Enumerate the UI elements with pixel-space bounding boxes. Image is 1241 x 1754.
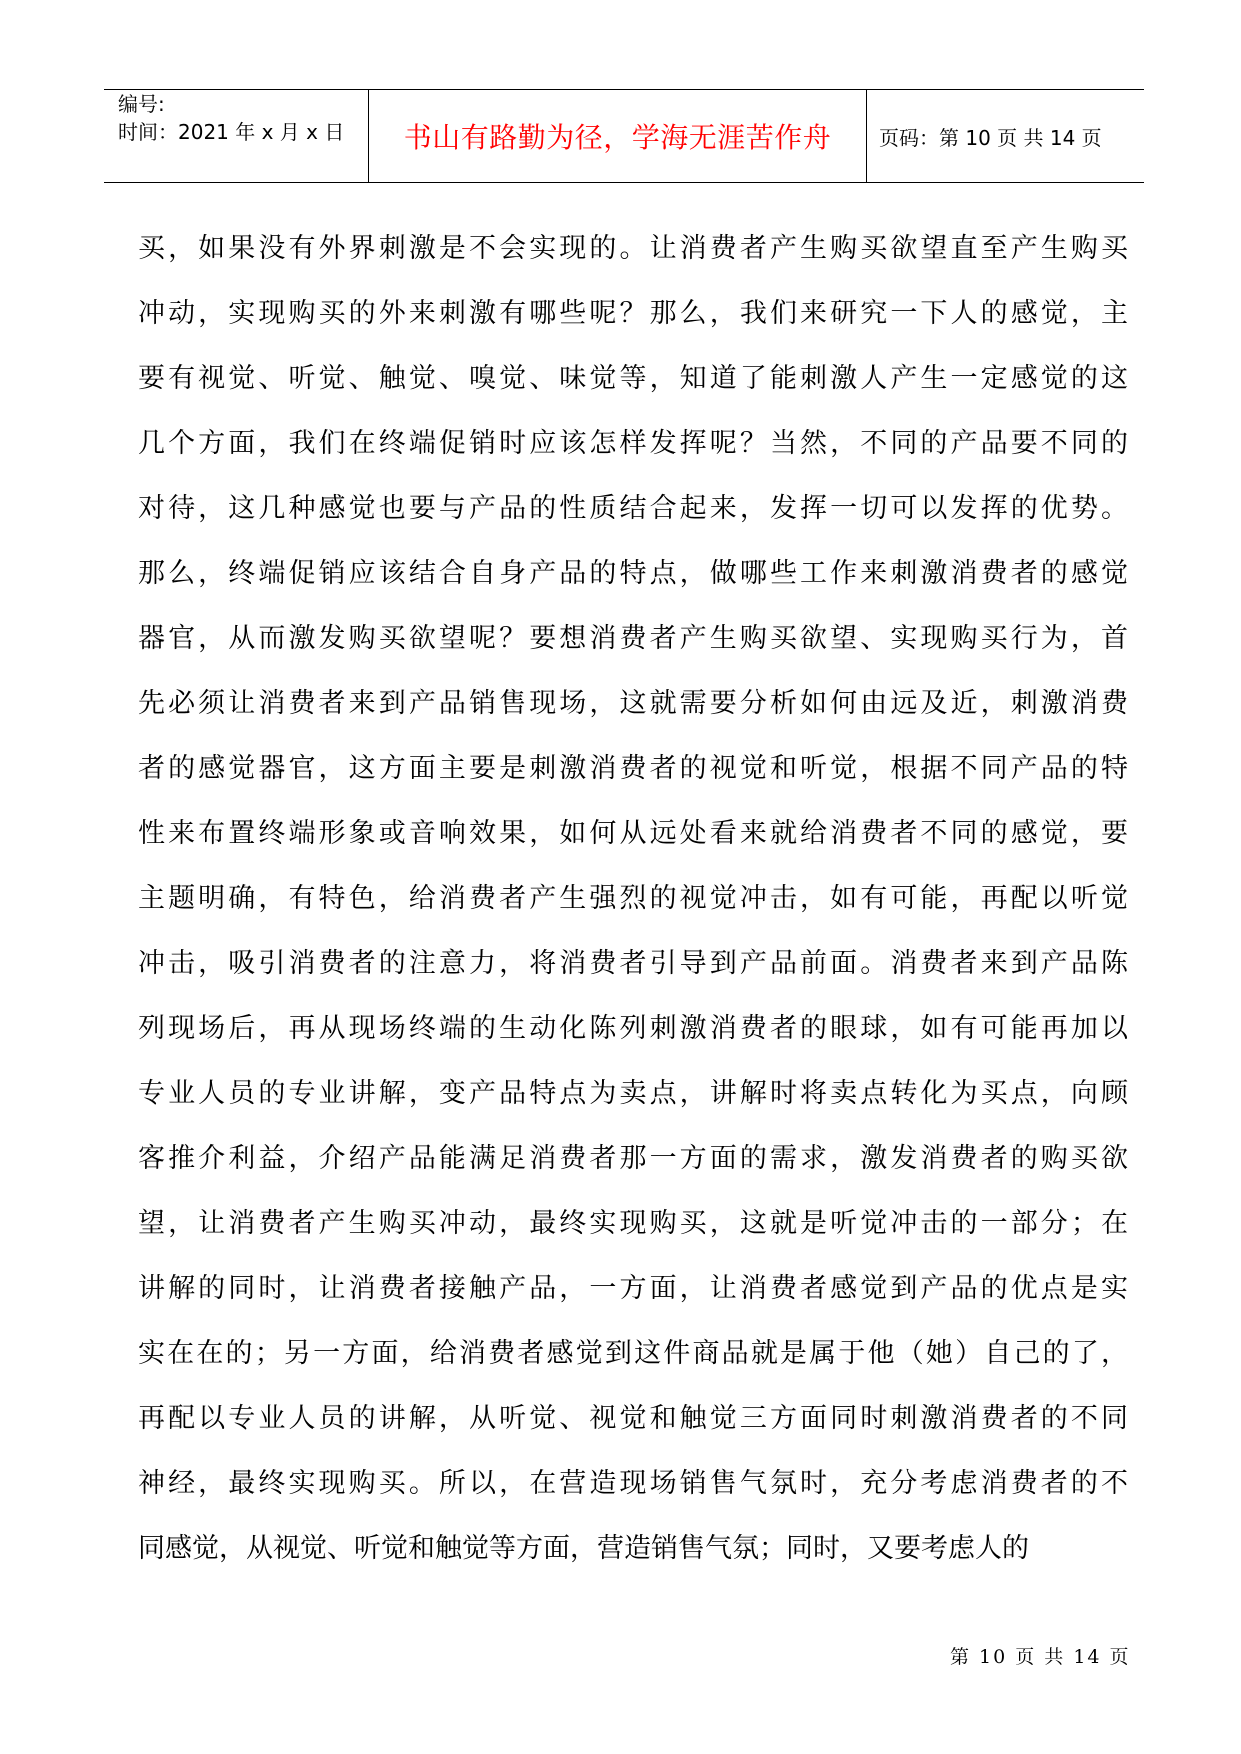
body-line: 客推介利益，介绍产品能满足消费者那一方面的需求，激发消费者的购买欲 [138, 1143, 1128, 1174]
number-label: 编号: [118, 92, 165, 116]
body-line: 器官，从而激发购买欲望呢？要想消费者产生购买欲望、实现购买行为，首 [138, 623, 1128, 654]
header-meta-cell [104, 90, 369, 182]
body-line: 专业人员的专业讲解，变产品特点为卖点，讲解时将卖点转化为买点，向顾 [138, 1078, 1128, 1109]
body-line: 先必须让消费者来到产品销售现场，这就需要分析如何由远及近，刺激消费 [138, 688, 1128, 719]
document-header [104, 89, 1144, 183]
body-text [138, 216, 1128, 1581]
body-line: 买，如果没有外界刺激是不会实现的。让消费者产生购买欲望直至产生购买 [138, 233, 1128, 264]
body-line: 同感觉，从视觉、听觉和触觉等方面，营造销售气氛；同时，又要考虑人的 [138, 1533, 1029, 1564]
page-footer: 第 10 页 共 14 页 [950, 1646, 1131, 1668]
date-label: 时间：2021 年 x 月 x 日 [118, 120, 345, 144]
header-page-info: 页码：第 10 页 共 14 页 [879, 125, 1102, 150]
body-line: 列现场后，再从现场终端的生动化陈列刺激消费者的眼球，如有可能再加以 [138, 1013, 1128, 1044]
body-line: 再配以专业人员的讲解，从听觉、视觉和触觉三方面同时刺激消费者的不同 [138, 1403, 1128, 1434]
body-line: 讲解的同时，让消费者接触产品，一方面，让消费者感觉到产品的优点是实 [138, 1273, 1128, 1304]
body-line: 神经，最终实现购买。所以，在营造现场销售气氛时，充分考虑消费者的不 [138, 1468, 1128, 1499]
body-line: 那么，终端促销应该结合自身产品的特点，做哪些工作来刺激消费者的感觉 [138, 558, 1128, 589]
body-line: 对待，这几种感觉也要与产品的性质结合起来，发挥一切可以发挥的优势。 [138, 493, 1128, 524]
header-motto-cell [369, 90, 867, 182]
body-line: 要有视觉、听觉、触觉、嗅觉、味觉等，知道了能刺激人产生一定感觉的这 [138, 363, 1128, 394]
header-page-cell [867, 90, 1144, 182]
header-motto: 书山有路勤为径，学海无涯苦作舟 [403, 121, 832, 154]
body-line: 冲击，吸引消费者的注意力，将消费者引导到产品前面。消费者来到产品陈 [138, 948, 1128, 979]
body-line: 主题明确，有特色，给消费者产生强烈的视觉冲击，如有可能，再配以听觉 [138, 883, 1128, 914]
body-line: 几个方面，我们在终端促销时应该怎样发挥呢？当然，不同的产品要不同的 [138, 428, 1128, 459]
body-line: 者的感觉器官，这方面主要是刺激消费者的视觉和听觉，根据不同产品的特 [138, 753, 1128, 784]
body-line: 性来布置终端形象或音响效果，如何从远处看来就给消费者不同的感觉，要 [138, 818, 1128, 849]
body-line: 实在在的；另一方面，给消费者感觉到这件商品就是属于他（她）自己的了， [138, 1338, 1128, 1369]
body-line: 冲动，实现购买的外来刺激有哪些呢？那么，我们来研究一下人的感觉，主 [138, 298, 1128, 329]
body-line: 望，让消费者产生购买冲动，最终实现购买，这就是听觉冲击的一部分；在 [138, 1208, 1128, 1239]
